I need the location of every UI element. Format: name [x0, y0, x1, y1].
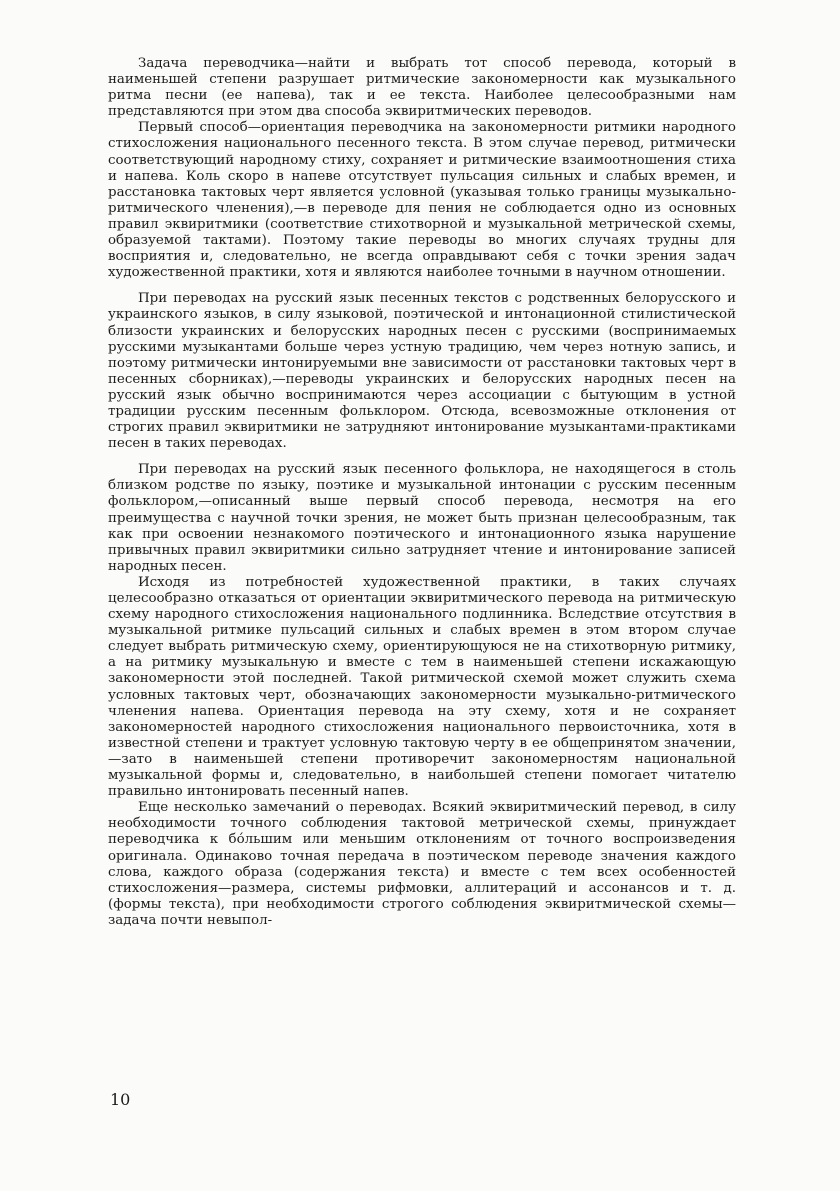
paragraph-first-method: Первый способ—ориентация переводчика на закономерности ритмики народного стихосложения национального песенного текста. В этом случае перевод, ритмически соответствующий народному стиху, сохраняет и ритмические взаимоотношения стиха и напева. Коль скоро в напеве отсутствует пульсация сильных и слабых времен, и расстановка тактовых черт является условной (указывая только границы музыкально-ритмического членения),—в переводе для пения не соблюдается одно из основных правил эквиритмики (соответствие стихотворной и музыкальной метрической схемы, образуемой тактами). Поэтому такие переводы во многих случаях трудны для восприятия и, следовательно, не всегда оправдывают себя с точки зрения задач художественной практики, хотя и являются наиболее точными в научном отношении. [108, 120, 736, 281]
paragraph-belarusian-ukrainian: При переводах на русский язык песенных текстов с родственных белорусского и украинского языков, в силу языковой, поэтической и интонационной стилистической близости украинских и белорусских народных песен с русскими (воспринимаемых русскими музыкантами больше через устную традицию, чем через нотную запись, и поэтому ритмически интонируемыми вне зависимости от расстановки тактовых черт в песенных сборниках),—переводы украинских и белорусских народных песен на русский язык обычно воспринимаются через ассоциации с бытующим в устной традиции русским песенным фольклором. Отсюда, всевозможные отклонения от строгих правил эквиритмики не затрудняют интонирование музыкантами-практиками песен в таких переводах. [108, 291, 736, 452]
paragraph-translator-task: Задача переводчика—найти и выбрать тот способ перевода, который в наименьшей степени разрушает ритмические закономерности как музыкального ритма песни (ее напева), так и ее текста. Наиболее целесообразными нам представляются при этом два способа эквиритмических переводов. [108, 56, 736, 120]
body-text [108, 56, 736, 929]
paragraph-distant-folklore: При переводах на русский язык песенного фольклора, не находящегося в столь близком родстве по языку, поэтике и музыкальной интонации с русским песенным фольклором,—описанный выше первый способ перевода, несмотря на его преимущества с научной точки зрения, не может быть признан целесообразным, так как при освоении незнакомого поэтического и интонационного языка нарушение привычных правил эквиритмики сильно затрудняет чтение и интонирование записей народных песен. [108, 462, 736, 574]
paragraph-further-remarks: Еще несколько замечаний о переводах. Всякий эквиритмический перевод, в силу необходимости точного соблюдения тактовой метрической схемы, принуждает переводчика к бо́льшим или меньшим отклонениям от точного воспроизведения оригинала. Одинаково точная передача в поэтическом переводе значения каждого слова, каждого образа (содержания текста) и вместе с тем всех особенностей стихосложения—размера, системы рифмовки, аллитераций и ассонансов и т. д. (формы текста), при необходимости строгого соблюдения эквиритмической схемы—задача почти невыпол- [108, 800, 736, 928]
page-number: 10 [110, 1090, 131, 1109]
paragraph-second-method: Исходя из потребностей художественной практики, в таких случаях целесообразно отказаться от ориентации эквиритмического перевода на ритмическую схему народного стихосложения национального подлинника. Вследствие отсутствия в музыкальной ритмике пульсаций сильных и слабых времен в этом втором случае следует выбрать ритмическую схему, ориентирующуюся не на стихотворную ритмику, а на ритмику музыкальную и вместе с тем в наименьшей степени искажающую закономерности этой последней. Такой ритмической схемой может служить схема условных тактовых черт, обозначающих закономерности музыкально-ритмического членения напева. Ориентация перевода на эту схему, хотя и не сохраняет закономерностей народного стихосложения национального первоисточника, хотя в известной степени и трактует условную тактовую черту в ее общепринятом значении,—зато в наименьшей степени противоречит закономерностям национальной музыкальной формы и, следовательно, в наибольшей степени помогает читателю правильно интонировать песенный напев. [108, 574, 736, 800]
